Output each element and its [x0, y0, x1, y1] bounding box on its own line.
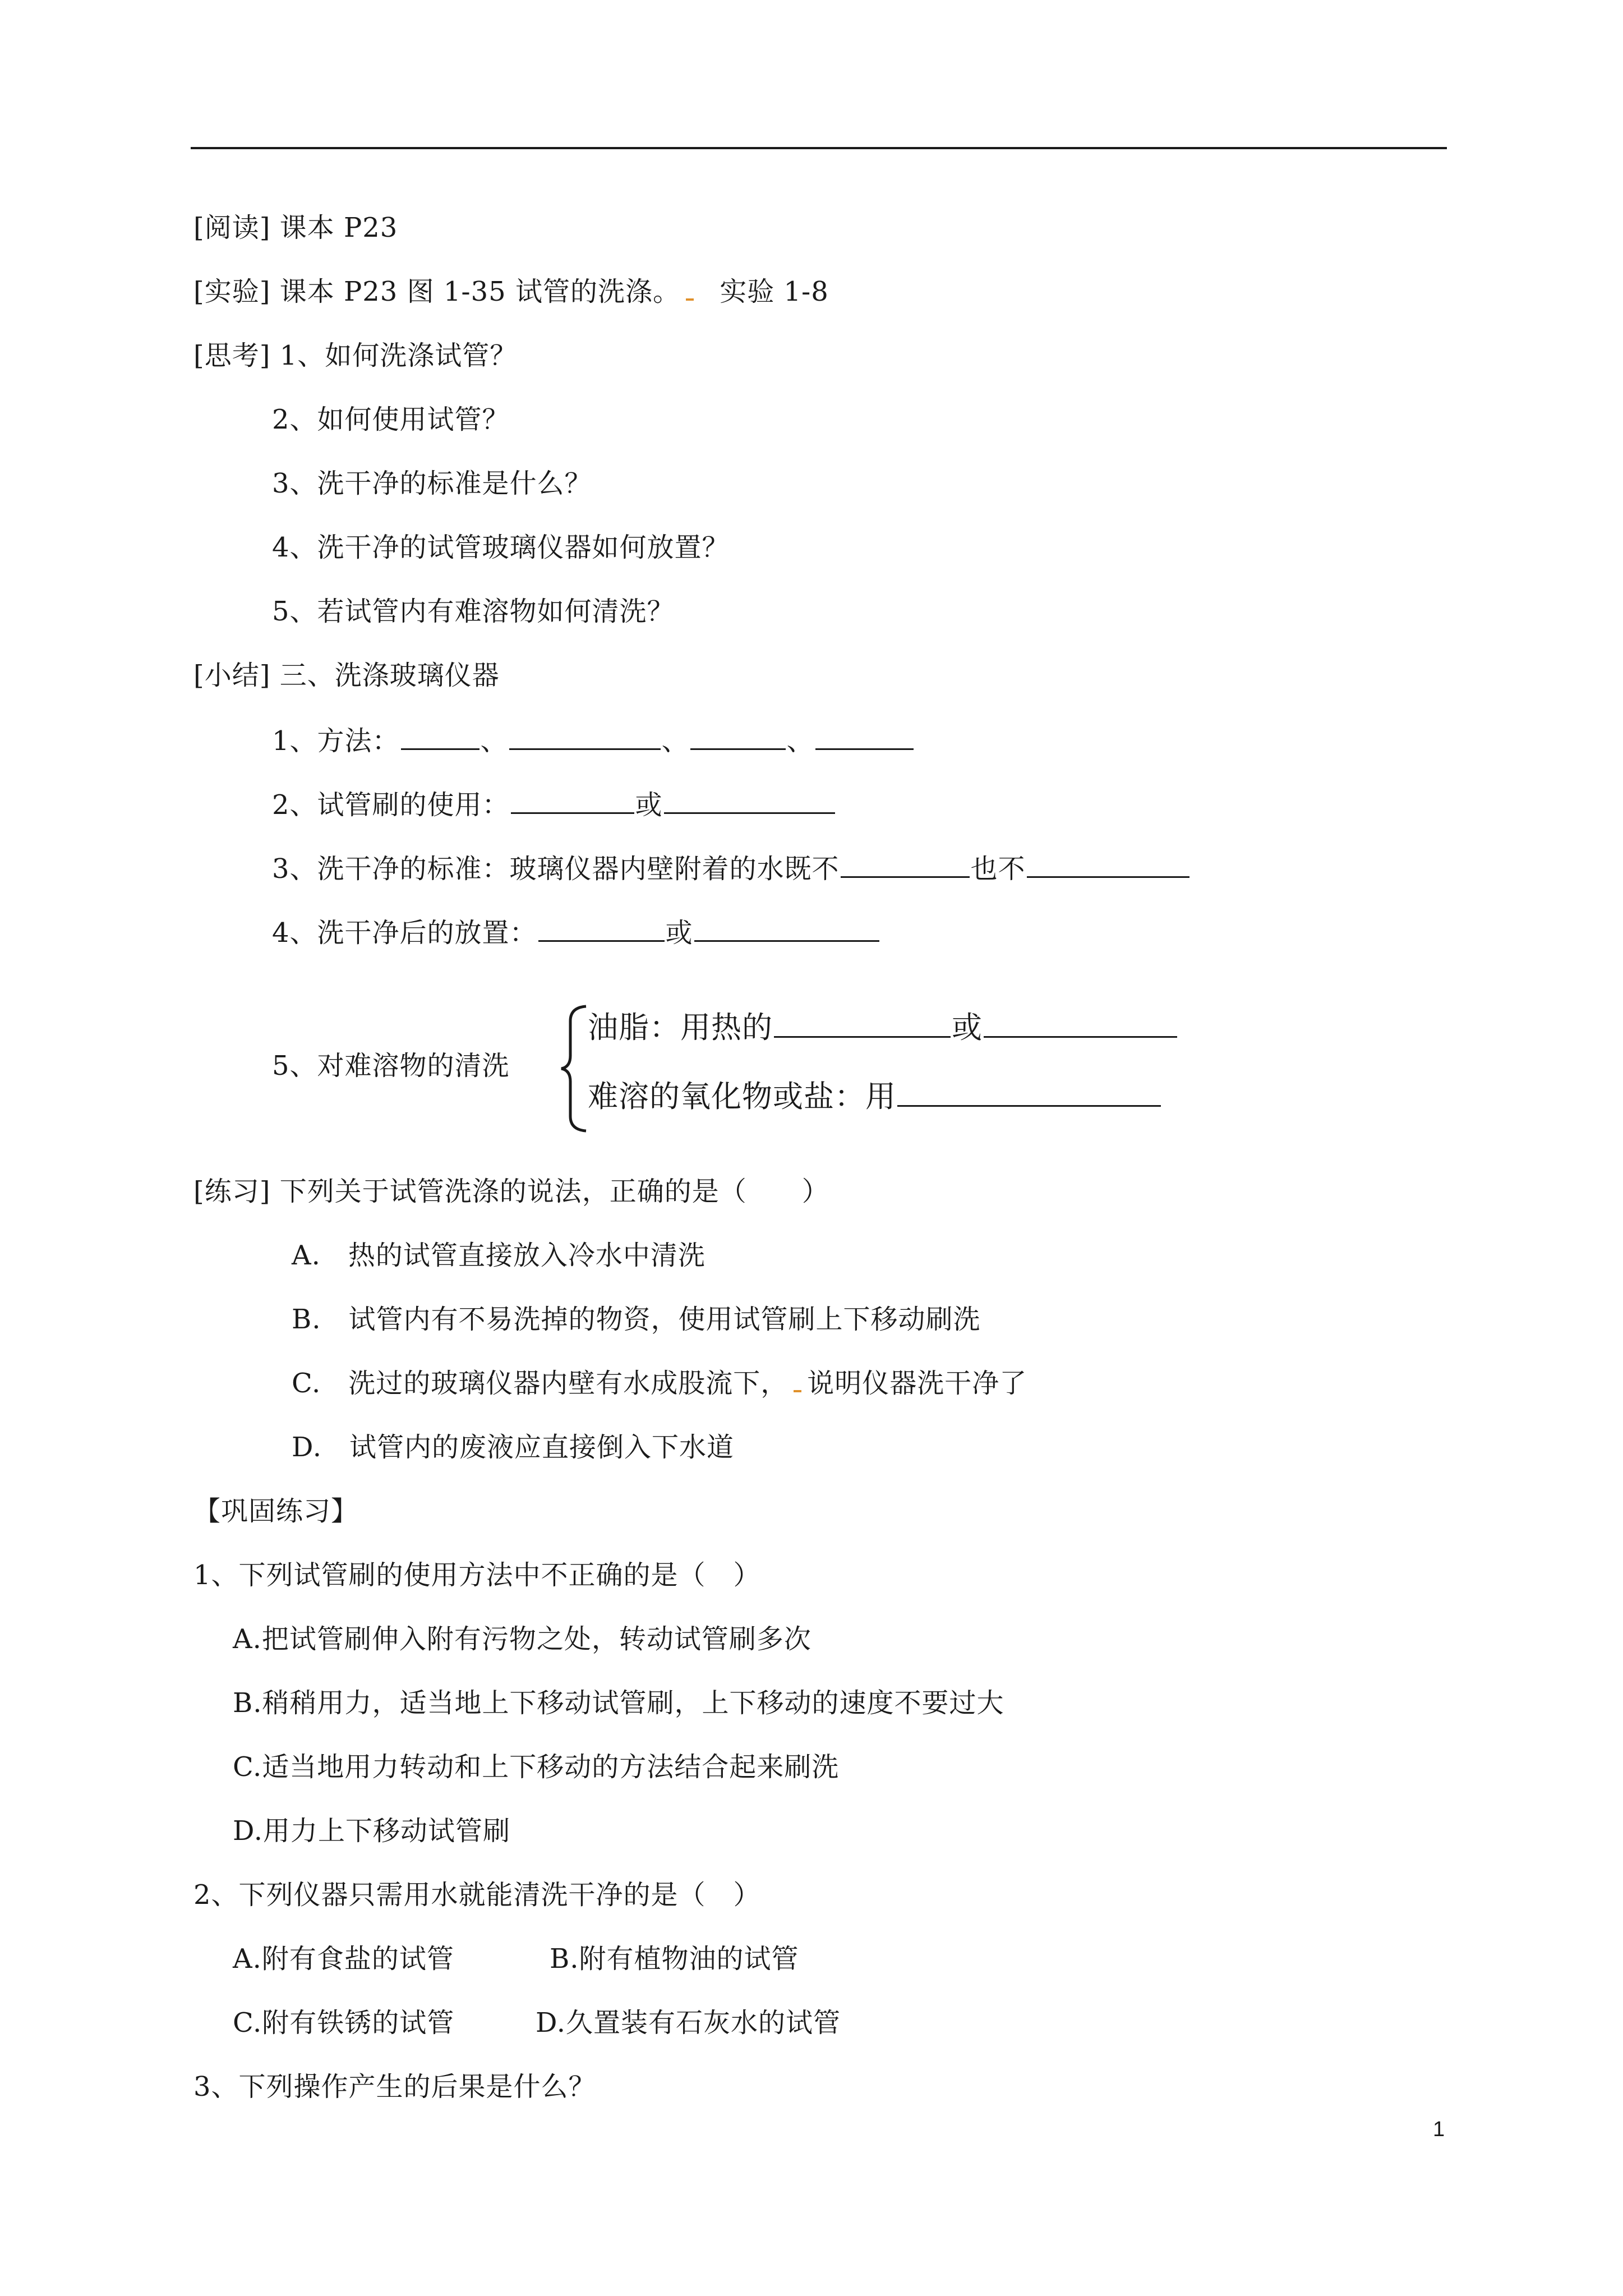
consolidation-q2-d: D.久置装有石灰水的试管 — [536, 2007, 841, 2039]
thinking-q4: 4、洗干净的试管玻璃仪器如何放置？ — [272, 532, 730, 563]
consolidation-q1: 1、下列试管刷的使用方法中不正确的是（ ） — [193, 1559, 761, 1591]
separator: 、 — [480, 725, 508, 757]
practice-option-d: D. 试管内的废液应直接倒入下水道 — [292, 1432, 735, 1463]
or-text: 或 — [665, 917, 693, 949]
summary-item-4 — [272, 917, 880, 949]
answer-blank[interactable] — [401, 726, 479, 750]
separator: 、 — [786, 725, 814, 757]
answer-blank[interactable] — [664, 790, 835, 814]
thinking-q5 — [272, 598, 675, 625]
answer-blank[interactable] — [897, 1083, 1161, 1107]
oil-label: 油脂：用热的 — [588, 1010, 773, 1045]
header-rule — [191, 147, 1447, 149]
practice-question: [练习] 下列关于试管洗涤的说法，正确的是（ ） — [193, 1176, 829, 1207]
consolidation-q1-b: B.稍稍用力，适当地上下移动试管刷，上下移动的速度不要过大 — [233, 1687, 1004, 1719]
practice-option-c-part1: C. 洗过的玻璃仪器内壁有水成股流下， — [292, 1368, 789, 1399]
thinking-q5-part2: 有难溶物如何清洗？ — [427, 596, 675, 627]
practice-option-a: A. 热的试管直接放入冷水中清洗 — [292, 1240, 706, 1271]
answer-blank[interactable] — [841, 854, 970, 878]
experiment-line — [193, 278, 829, 305]
practice-option-b: B. 试管内有不易洗掉的物资，使用试管刷上下移动刷洗 — [292, 1304, 981, 1335]
summary-item-5-oxide — [588, 1079, 1162, 1114]
summary-item-5-oil — [588, 1010, 1178, 1045]
summary-item-3-mid: 也不 — [970, 853, 1026, 885]
experiment-tail: 实验 1-8 — [720, 276, 829, 307]
summary-title: [小结] 三、洗涤玻璃仪器 — [193, 660, 500, 691]
answer-blank[interactable] — [694, 918, 879, 942]
summary-item-1-label: 1、方法： — [272, 725, 400, 757]
consolidation-q3 — [193, 2073, 596, 2100]
consolidation-q1-d: D.用力上下移动试管刷 — [233, 1815, 511, 1847]
answer-blank[interactable] — [815, 726, 914, 750]
summary-item-3-label: 3、洗干净的标准：玻璃仪器内壁附着的水既不 — [272, 853, 840, 885]
practice-option-c — [292, 1370, 1027, 1397]
consolidation-q2: 2、下列仪器只需用水就能清洗干净的是（ ） — [193, 1879, 761, 1911]
or-text: 或 — [952, 1010, 983, 1045]
answer-blank[interactable] — [690, 726, 786, 750]
thinking-q5-part1: 5、若试管内 — [272, 596, 427, 627]
consolidation-q3-part2: 果是什么？ — [458, 2071, 596, 2102]
answer-blank[interactable] — [984, 1014, 1177, 1038]
consolidation-title: 【巩固练习】 — [193, 1496, 359, 1527]
orange-mark — [686, 298, 694, 301]
answer-blank[interactable] — [509, 726, 661, 750]
experiment-text: [实验] 课本 P23 图 1-35 试管的洗涤。 — [193, 276, 680, 307]
consolidation-q1-c: C.适当地用力转动和上下移动的方法结合起来刷洗 — [233, 1751, 840, 1783]
answer-blank[interactable] — [538, 918, 665, 942]
thinking-q1: [思考] 1、如何洗涤试管？ — [193, 340, 518, 371]
summary-item-3 — [272, 853, 1191, 885]
answer-blank[interactable] — [511, 790, 634, 814]
or-text: 或 — [635, 789, 663, 821]
page-number: 1 — [1433, 2118, 1445, 2141]
separator: 、 — [661, 725, 689, 757]
answer-blank[interactable] — [1027, 854, 1189, 878]
summary-item-5-label: 5、对难溶物的清洗 — [272, 1050, 510, 1082]
thinking-q3: 3、洗干净的标准是什么？ — [272, 468, 592, 499]
consolidation-q1-a: A.把试管刷伸入附有污物之处，转动试管刷多次 — [233, 1623, 811, 1655]
reading-line: [阅读] 课本 P23 — [193, 212, 398, 243]
practice-option-c-part2: 说明仪器洗干净了 — [807, 1368, 1027, 1399]
orange-mark — [794, 1390, 801, 1392]
summary-item-2 — [272, 789, 836, 821]
summary-item-1 — [272, 725, 915, 757]
consolidation-q2-a: A.附有食盐的试管 — [233, 1943, 454, 1975]
summary-item-2-label: 2、试管刷的使用： — [272, 789, 510, 821]
oxide-label: 难溶的氧化物或盐：用 — [588, 1079, 896, 1114]
consolidation-q3-part1: 3、下列操作产生的后 — [193, 2071, 459, 2102]
summary-item-4-label: 4、洗干净后的放置： — [272, 917, 537, 949]
consolidation-q2-b: B.附有植物油的试管 — [550, 1943, 799, 1975]
answer-blank[interactable] — [774, 1014, 951, 1038]
consolidation-q2-c: C.附有铁锈的试管 — [233, 2007, 455, 2039]
thinking-q2: 2、如何使用试管？ — [272, 404, 510, 435]
